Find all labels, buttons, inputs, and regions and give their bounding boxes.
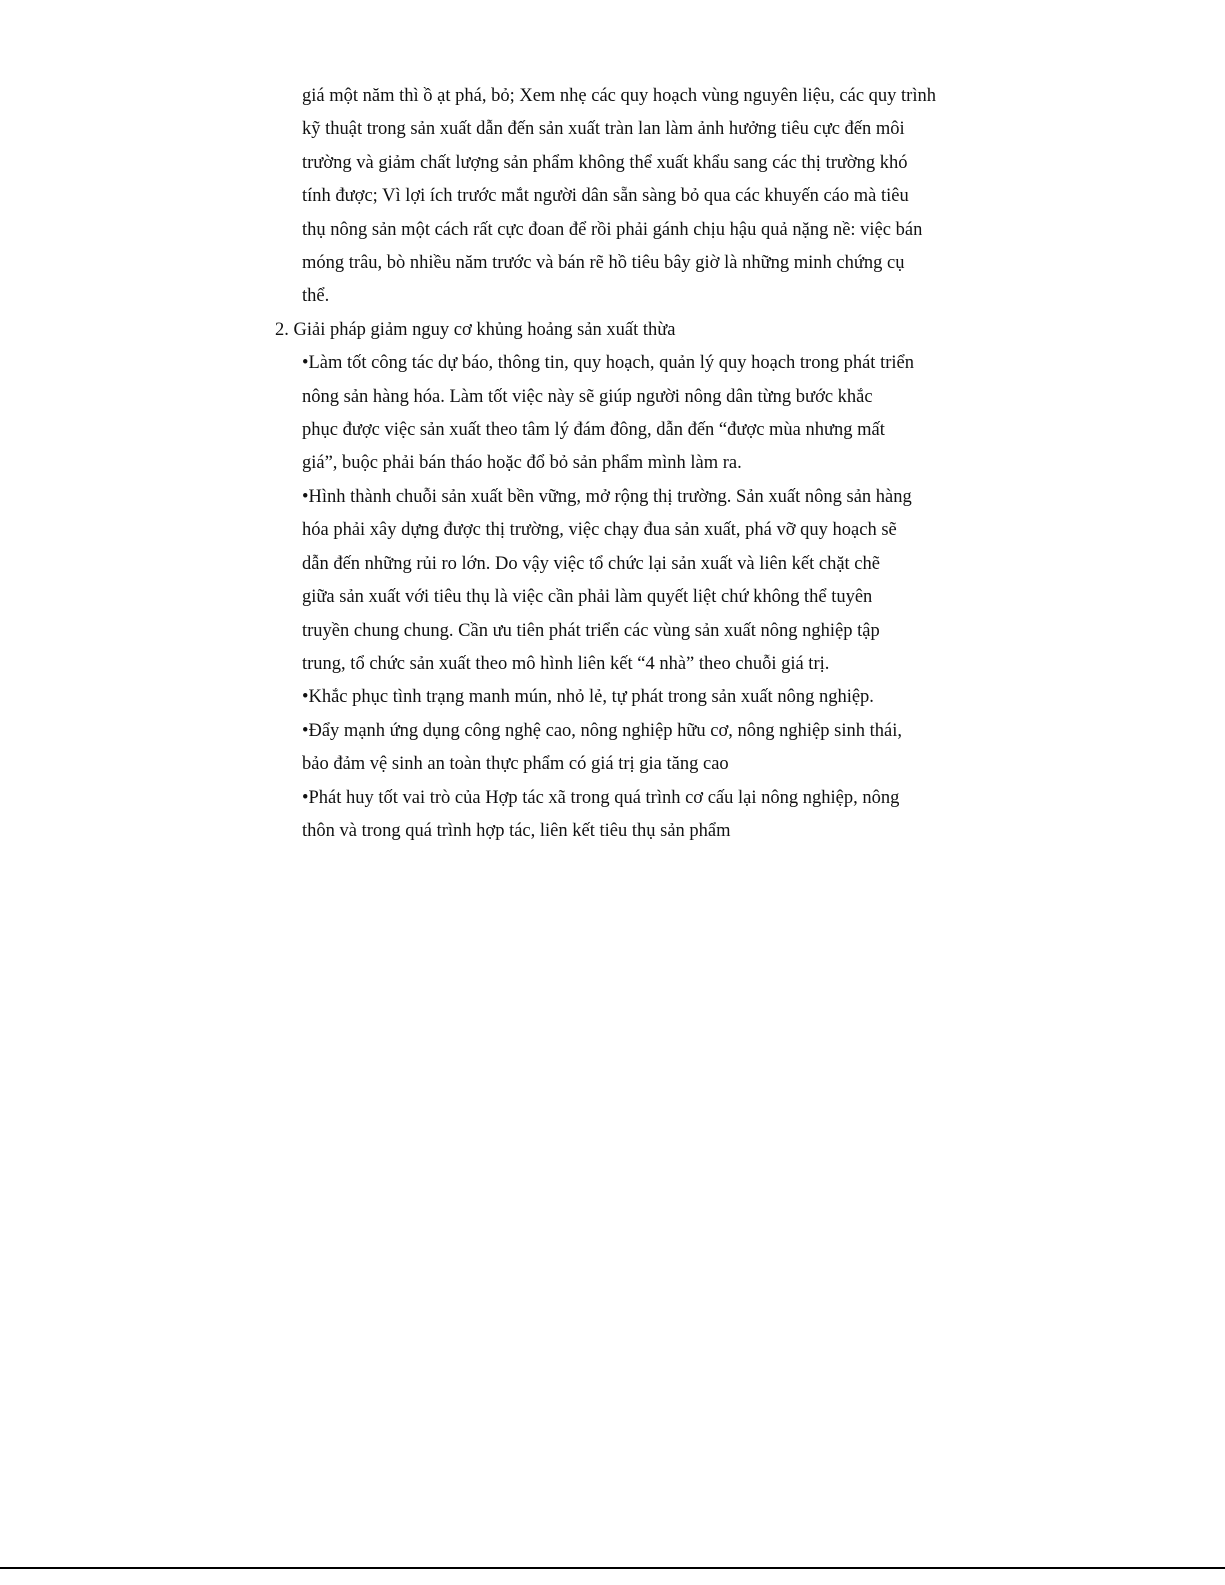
bullet-line: bảo đảm vệ sinh an toàn thực phẩm có giá trị gia tăng cao — [302, 754, 729, 775]
bullet-line: Đẩy mạnh ứng dụng công nghệ cao, nông nghiệp hữu cơ, nông nghiệp sinh thái, — [308, 720, 902, 741]
bullet-line: nông sản hàng hóa. Làm tốt việc này sẽ giúp người nông dân từng bước khắc — [302, 386, 873, 407]
bullet-line: Làm tốt công tác dự báo, thông tin, quy hoạch, quản lý quy hoạch trong phát triển — [308, 353, 914, 374]
intro-paragraph — [302, 80, 977, 314]
paragraph-line: trường và giảm chất lượng sản phẩm không thể xuất khẩu sang các thị trường khó — [302, 152, 908, 173]
paragraph-line: tính được; Vì lợi ích trước mắt người dân sẵn sàng bỏ qua các khuyến cáo mà tiêu — [302, 186, 909, 207]
bullet-line: Hình thành chuỗi sản xuất bền vững, mở rộng thị trường. Sản xuất nông sản hàng — [308, 486, 912, 507]
bullet-line: trung, tổ chức sản xuất theo mô hình liên kết “4 nhà” theo chuỗi giá trị. — [302, 653, 830, 674]
bullet-line: Phát huy tốt vai trò của Hợp tác xã trong quá trình cơ cấu lại nông nghiệp, nông — [308, 787, 900, 808]
paragraph-line: giá một năm thì ồ ạt phá, bỏ; Xem nhẹ các quy hoạch vùng nguyên liệu, các quy trình — [302, 86, 936, 106]
bullet-line: Khắc phục tình trạng manh mún, nhỏ lẻ, tự phát trong sản xuất nông nghiệp. — [308, 687, 874, 708]
list-item — [302, 347, 977, 481]
bullet-line: dẫn đến những rủi ro lớn. Do vậy việc tổ chức lại sản xuất và liên kết chặt chẽ — [302, 553, 880, 574]
paragraph-line: thể. — [302, 286, 330, 307]
bullet-icon: • — [302, 787, 309, 808]
paragraph-line: thụ nông sản một cách rất cực đoan để rồi phải gánh chịu hậu quả nặng nề: việc bán — [302, 219, 923, 240]
list-item — [302, 681, 977, 714]
solutions-list — [275, 347, 975, 848]
bullet-icon: • — [302, 687, 309, 708]
paragraph-line: móng trâu, bò nhiều năm trước và bán rẽ hồ tiêu bây giờ là những minh chứng cụ — [302, 253, 905, 274]
section-heading: 2. Giải pháp giảm nguy cơ khủng hoảng sản xuất thừa — [275, 319, 676, 340]
bullet-line: giá”, buộc phải bán tháo hoặc đổ bỏ sản phẩm mình làm ra. — [302, 453, 742, 474]
bullet-icon: • — [302, 720, 309, 741]
paragraph-line: kỹ thuật trong sản xuất dẫn đến sản xuất tràn lan làm ảnh hưởng tiêu cực đến môi — [302, 119, 905, 140]
bullet-line: phục được việc sản xuất theo tâm lý đám đông, dẫn đến “được mùa nhưng mất — [302, 420, 885, 441]
bullet-line: truyền chung chung. Cần ưu tiên phát triển các vùng sản xuất nông nghiệp tập — [302, 620, 880, 641]
list-item — [302, 782, 977, 849]
bullet-line: giữa sản xuất với tiêu thụ là việc cần phải làm quyết liệt chứ không thể tuyên — [302, 587, 873, 608]
list-item — [302, 715, 977, 782]
bullet-icon: • — [302, 486, 309, 507]
bullet-line: hóa phải xây dựng được thị trường, việc chạy đua sản xuất, phá vỡ quy hoạch sẽ — [302, 520, 897, 541]
bullet-line: thôn và trong quá trình hợp tác, liên kết tiêu thụ sản phẩm — [302, 820, 731, 841]
bullet-icon: • — [302, 353, 309, 374]
document-body — [275, 80, 975, 848]
page-bottom-border — [0, 1567, 1225, 1569]
list-item — [302, 481, 977, 681]
